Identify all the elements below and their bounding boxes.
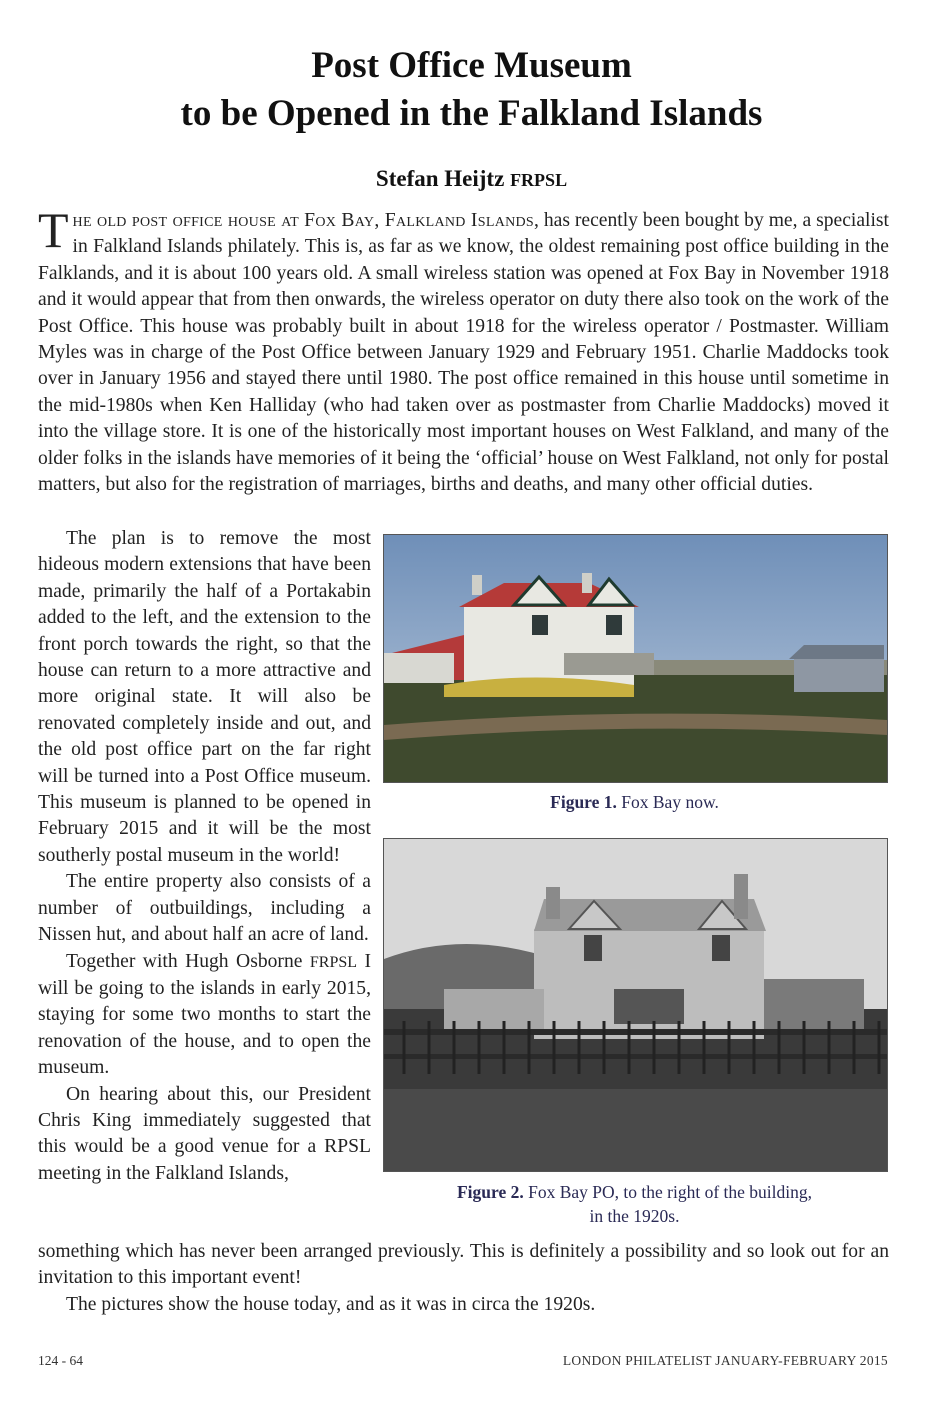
paragraph-property: The entire property also consists of a number of outbuildings, including a Nissen hut, and about half an acre of land. <box>38 871 371 946</box>
author-name: Stefan Heijtz <box>375 166 505 191</box>
page-number: 124 - 64 <box>38 1353 83 1368</box>
title-line-2: to be Opened in the Falkland Islands <box>180 93 763 134</box>
figure-2-text: Fox Bay PO, to the right of the building, <box>523 1182 813 1202</box>
intro-text: , has recently been bought by me, a specialist in Falkland Islands philately. This is, as far as we know, the oldest remaining post office building in the Falklands, and it is about 100 years old. A small wireless station was opened at Fox Bay in November 1918 and it would appear that from then onwards, the wireless operator on duty there also took on the work of the Post Office. This house was probably built in about 1918 for the wireless operator / Postmaster. William Myles was in charge of the Post Office between January 1929 and February 1951. Charlie Maddocks took over in January 1956 and stayed there until 1980. The post office remained in this house until sometime in the mid-1980s when Ken Halliday (who had taken over as postmaster from Charlie Maddocks) moved it into the village store. It is one of the historically most important houses on West Falkland, and many of the older folks in the islands have memories of it being the ‘official’ house on West Falkland, not only for postal matters, but also for the registration of marriages, births and deaths, and many other official duties. <box>38 210 889 496</box>
intro-smallcaps-lead: he old post office house at Fox Bay, Falkland Islands <box>72 210 535 231</box>
figure-2-label: Figure 2. <box>456 1182 524 1202</box>
left-column-text <box>38 526 371 1187</box>
author-byline <box>0 164 943 195</box>
travel-text-end: I will be going to the islands in early 2015, staying for some two months to start the renovation of the house, and to open the museum. <box>38 950 371 1079</box>
intro-paragraph <box>38 202 889 498</box>
figure-2-photo <box>383 838 888 1172</box>
paragraph-plan: The plan is to remove the most hideous modern extensions that have been made, primarily the half of a Portakabin added to the left, and the extension to the front porch towards the right, so that the house can return to a more attractive and more original state. It will also be renovated completely inside and out, and the old post office part on the far right will be turned into a Post Office museum. This museum is planned to be opened in February 2015 and it will be the most southerly postal museum in the world! <box>38 528 371 866</box>
drop-cap: T <box>38 202 69 258</box>
title-line-1: Post Office Museum <box>311 45 632 86</box>
paragraph-travel <box>38 949 371 1082</box>
figure-1-caption <box>383 790 886 814</box>
paragraph-pictures: The pictures show the house today, and as it was in circa the 1920s. <box>66 1293 596 1315</box>
paragraph-president-continued: something which has never been arranged previously. This is definitely a possibility and so look out for an invitation to this important event! <box>38 1241 889 1289</box>
fox-bay-now-image <box>384 535 887 782</box>
figure-2-caption <box>383 1180 886 1228</box>
travel-credential: FRPSL <box>309 953 358 971</box>
figure-1-text: Fox Bay now. <box>616 792 719 812</box>
fox-bay-1920s-image <box>384 839 887 1171</box>
paragraph-president: On hearing about this, our President Chris King immediately suggested that this would be a good venue for a RPSL meeting in the Falkland Islands, <box>38 1083 371 1184</box>
journal-footer: LONDON PHILATELIST JANUARY-FEBRUARY 2015 <box>562 1353 888 1368</box>
figure-1-photo <box>383 534 888 783</box>
closing-text <box>38 1239 889 1318</box>
figure-1-label: Figure 1. <box>550 792 617 812</box>
article-title <box>0 42 943 138</box>
figure-2-text-line-2: in the 1920s. <box>589 1206 680 1226</box>
travel-text-start: Together with Hugh Osborne <box>66 950 310 972</box>
author-credential: FRPSL <box>510 170 568 190</box>
